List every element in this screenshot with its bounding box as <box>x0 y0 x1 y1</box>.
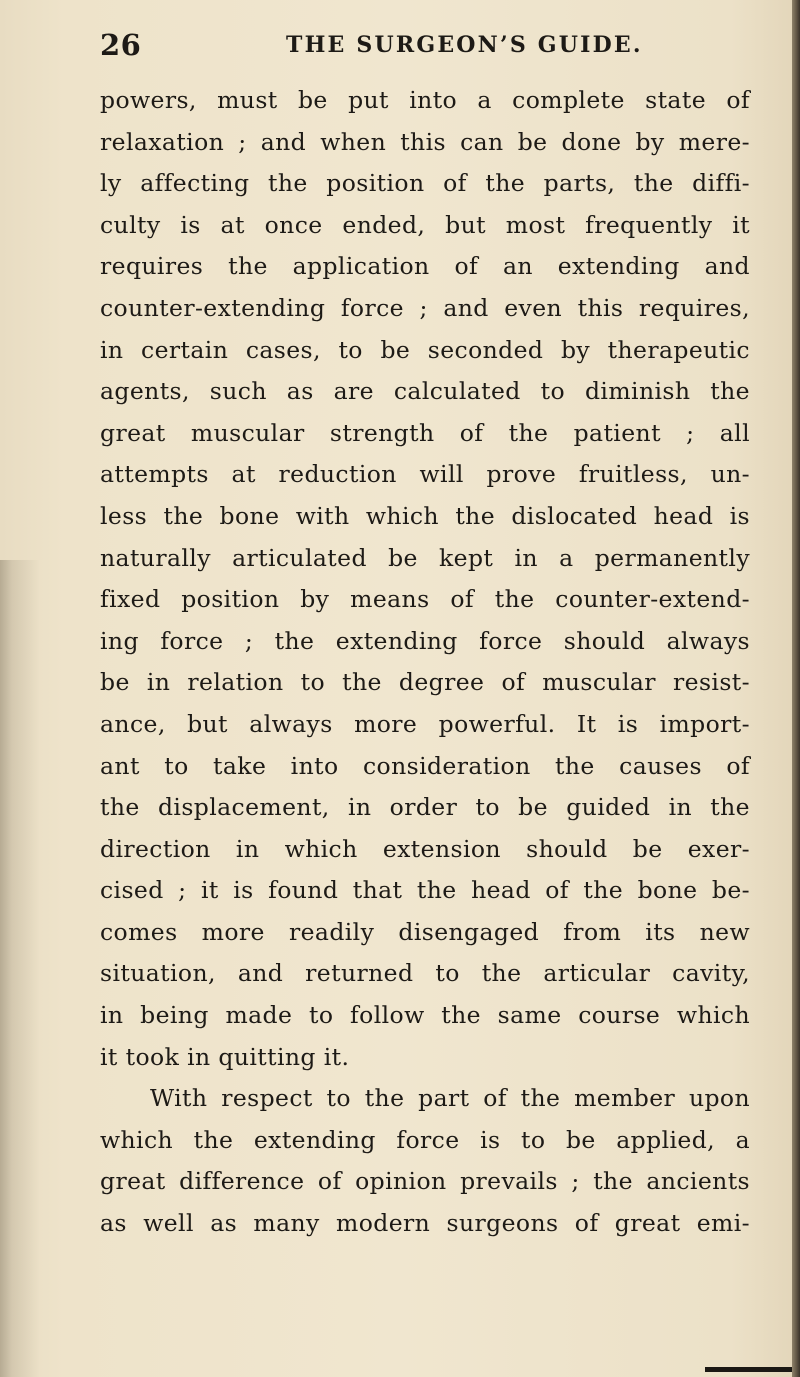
text-line: the displacement, in order to be guided in the <box>100 793 750 822</box>
text-line: as well as many modern surgeons of great emi- <box>100 1209 750 1238</box>
text-line: which the extending force is to be applied, a <box>100 1125 750 1154</box>
text-line: powers, must be put into a complete state of <box>100 86 750 114</box>
text-line: relaxation ; and when this can be done by mere- <box>100 127 750 156</box>
book-spine-edge <box>792 0 800 1377</box>
body-text <box>100 80 750 1245</box>
page-edge-mark <box>705 1367 794 1372</box>
text-line: counter-extending force ; and even this requires, <box>100 293 750 322</box>
text-line: comes more readily disengaged from its new <box>100 917 750 946</box>
paragraph-start-line: With respect to the part of the member upon <box>150 1084 750 1113</box>
text-line: less the bone with which the dislocated head is <box>100 501 750 530</box>
text-line: ant to take into consideration the causes of <box>100 751 750 780</box>
text-line: in being made to follow the same course which <box>100 1001 750 1030</box>
text-line: requires the application of an extending and <box>100 252 750 281</box>
text-line: situation, and returned to the articular cavity, <box>100 959 750 988</box>
text-line: great muscular strength of the patient ; all <box>100 418 750 447</box>
text-line: cised ; it is found that the head of the bone be- <box>100 876 750 905</box>
page-number: 26 <box>100 28 142 62</box>
text-line: agents, such as are calculated to diminish the <box>100 377 750 406</box>
page-fold-shadow <box>0 560 40 1377</box>
text-line: be in relation to the degree of muscular resist- <box>100 668 750 697</box>
text-line: ing force ; the extending force should always <box>100 626 750 655</box>
running-head: THE SURGEON’S GUIDE. <box>286 32 643 58</box>
text-line: in certain cases, to be seconded by therapeutic <box>100 335 750 364</box>
text-line: attempts at reduction will prove fruitless, un- <box>100 460 750 489</box>
text-line: culty is at once ended, but most frequently it <box>100 210 750 239</box>
text-line: naturally articulated be kept in a permanently <box>100 543 750 572</box>
paragraph-end-line: it took in quitting it. <box>100 1042 350 1071</box>
text-line: great difference of opinion prevails ; the ancients <box>100 1167 750 1196</box>
page-header <box>100 20 750 64</box>
text-line: ly affecting the position of the parts, the diffi- <box>100 169 750 198</box>
text-line: direction in which extension should be exer- <box>100 834 750 863</box>
text-line: ance, but always more powerful. It is import- <box>100 709 750 738</box>
text-line: fixed position by means of the counter-extend- <box>100 585 750 614</box>
